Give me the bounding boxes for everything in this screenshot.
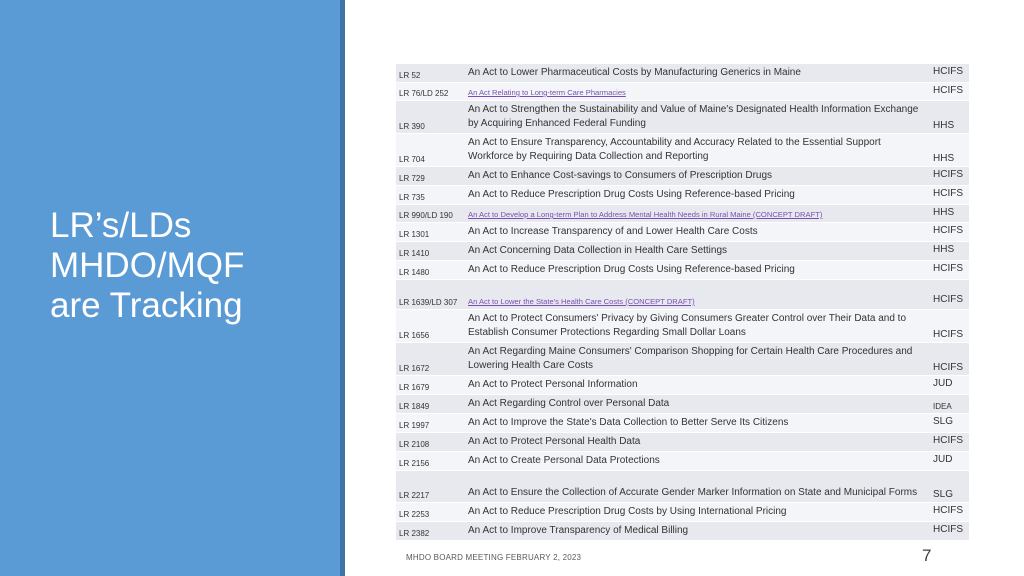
- table-row: [396, 167, 969, 186]
- slide-title: [50, 206, 330, 326]
- bill-title: An Act Regarding Maine Consumers' Comparison Shopping for Certain Health Care Procedures and Lowering Health Care Costs: [466, 343, 930, 376]
- committee: HCIFS: [930, 83, 969, 101]
- bill-id: LR 1679: [396, 376, 466, 395]
- slide-title-line-2: MHDO/MQF: [50, 246, 245, 285]
- bill-title: An Act to Enhance Cost-savings to Consumers of Prescription Drugs: [466, 167, 930, 186]
- bill-title: An Act Concerning Data Collection in Health Care Settings: [466, 242, 930, 261]
- bill-id: LR 52: [396, 64, 466, 83]
- table-row: [396, 223, 969, 242]
- bill-id: LR 1997: [396, 414, 466, 433]
- committee: HCIFS: [930, 503, 969, 522]
- table-row: [396, 471, 969, 503]
- bill-id: LR 729: [396, 167, 466, 186]
- bill-id: LR 2217: [396, 471, 466, 503]
- committee: HHS: [930, 101, 969, 134]
- left-accent-stripe: [340, 0, 345, 576]
- bill-title: An Act to Create Personal Data Protections: [466, 452, 930, 471]
- committee: HCIFS: [930, 167, 969, 186]
- bill-title-link[interactable]: An Act Relating to Long-term Care Pharmacies: [466, 83, 930, 101]
- committee: JUD: [930, 452, 969, 471]
- table-row: [396, 310, 969, 343]
- committee: JUD: [930, 376, 969, 395]
- committee: HCIFS: [930, 261, 969, 280]
- table-row: [396, 376, 969, 395]
- bill-id: LR 2253: [396, 503, 466, 522]
- committee: HCIFS: [930, 433, 969, 452]
- slide-title-line-3: are Tracking: [50, 286, 243, 325]
- bill-id: LR 2156: [396, 452, 466, 471]
- bill-title: An Act to Ensure Transparency, Accountability and Accuracy Related to the Essential Support Workforce by Requiring Data Collection and Reporting: [466, 134, 930, 167]
- bill-id: LR 735: [396, 186, 466, 205]
- committee: SLG: [930, 471, 969, 503]
- table-row: [396, 83, 969, 101]
- bill-title: An Act to Lower Pharmaceutical Costs by Manufacturing Generics in Maine: [466, 64, 930, 83]
- bill-id: LR 2382: [396, 522, 466, 541]
- committee: HCIFS: [930, 310, 969, 343]
- bill-title: An Act Regarding Control over Personal Data: [466, 395, 930, 414]
- bill-title: An Act to Reduce Prescription Drug Costs Using Reference-based Pricing: [466, 186, 930, 205]
- bill-id: LR 1410: [396, 242, 466, 261]
- bill-id: LR 1672: [396, 343, 466, 376]
- bill-title: An Act to Increase Transparency of and Lower Health Care Costs: [466, 223, 930, 242]
- committee: HCIFS: [930, 186, 969, 205]
- slide-title-line-1: LR’s/LDs: [50, 206, 192, 245]
- committee: HHS: [930, 205, 969, 223]
- bill-title: An Act to Protect Personal Information: [466, 376, 930, 395]
- table-row: [396, 414, 969, 433]
- committee: HCIFS: [930, 223, 969, 242]
- bill-title: An Act to Protect Personal Health Data: [466, 433, 930, 452]
- bill-title: An Act to Reduce Prescription Drug Costs Using Reference-based Pricing: [466, 261, 930, 280]
- bill-title: An Act to Improve the State's Data Collection to Better Serve Its Citizens: [466, 414, 930, 433]
- committee: SLG: [930, 414, 969, 433]
- committee: HHS: [930, 242, 969, 261]
- table-row: [396, 503, 969, 522]
- bill-id: LR 1639/LD 307: [396, 280, 466, 310]
- committee: HCIFS: [930, 343, 969, 376]
- table-row: [396, 261, 969, 280]
- bill-id: LR 1656: [396, 310, 466, 343]
- bill-tracking-table: [396, 64, 969, 541]
- bill-id: LR 1480: [396, 261, 466, 280]
- table-row: [396, 343, 969, 376]
- table-row: [396, 452, 969, 471]
- bill-id: LR 2108: [396, 433, 466, 452]
- table-row: [396, 134, 969, 167]
- committee: HHS: [930, 134, 969, 167]
- bill-id: LR 390: [396, 101, 466, 134]
- table-row: [396, 242, 969, 261]
- bill-id: LR 990/LD 190: [396, 205, 466, 223]
- table-row: [396, 205, 969, 223]
- table-row: [396, 64, 969, 83]
- bill-title: An Act to Protect Consumers' Privacy by Giving Consumers Greater Control over Their Data and to Establish Consumer Protections Regarding Small Dollar Loans: [466, 310, 930, 343]
- table-row: [396, 433, 969, 452]
- bill-title: An Act to Strengthen the Sustainability and Value of Maine's Designated Health Information Exchange by Acquiring Enhanced Federal Funding: [466, 101, 930, 134]
- table-row: [396, 280, 969, 310]
- table-row: [396, 186, 969, 205]
- committee: IDEA: [930, 395, 969, 414]
- page-number: 7: [922, 546, 932, 565]
- bill-title-link[interactable]: An Act to Develop a Long-term Plan to Address Mental Health Needs in Rural Maine (CONCEPT DRAFT): [466, 205, 930, 223]
- bill-id: LR 76/LD 252: [396, 83, 466, 101]
- table-row: [396, 395, 969, 414]
- table-row: [396, 522, 969, 541]
- committee: HCIFS: [930, 522, 969, 541]
- slide-footer: MHDO BOARD MEETING FEBRUARY 2, 2023: [406, 553, 582, 562]
- bill-title: An Act to Reduce Prescription Drug Costs by Using International Pricing: [466, 503, 930, 522]
- bill-title: An Act to Ensure the Collection of Accurate Gender Marker Information on State and Municipal Forms: [466, 471, 930, 503]
- committee: HCIFS: [930, 280, 969, 310]
- bill-id: LR 1301: [396, 223, 466, 242]
- committee: HCIFS: [930, 64, 969, 83]
- table-row: [396, 101, 969, 134]
- bill-id: LR 1849: [396, 395, 466, 414]
- bill-id: LR 704: [396, 134, 466, 167]
- bill-title: An Act to Improve Transparency of Medical Billing: [466, 522, 930, 541]
- bill-title-link[interactable]: An Act to Lower the State's Health Care Costs (CONCEPT DRAFT): [466, 280, 930, 310]
